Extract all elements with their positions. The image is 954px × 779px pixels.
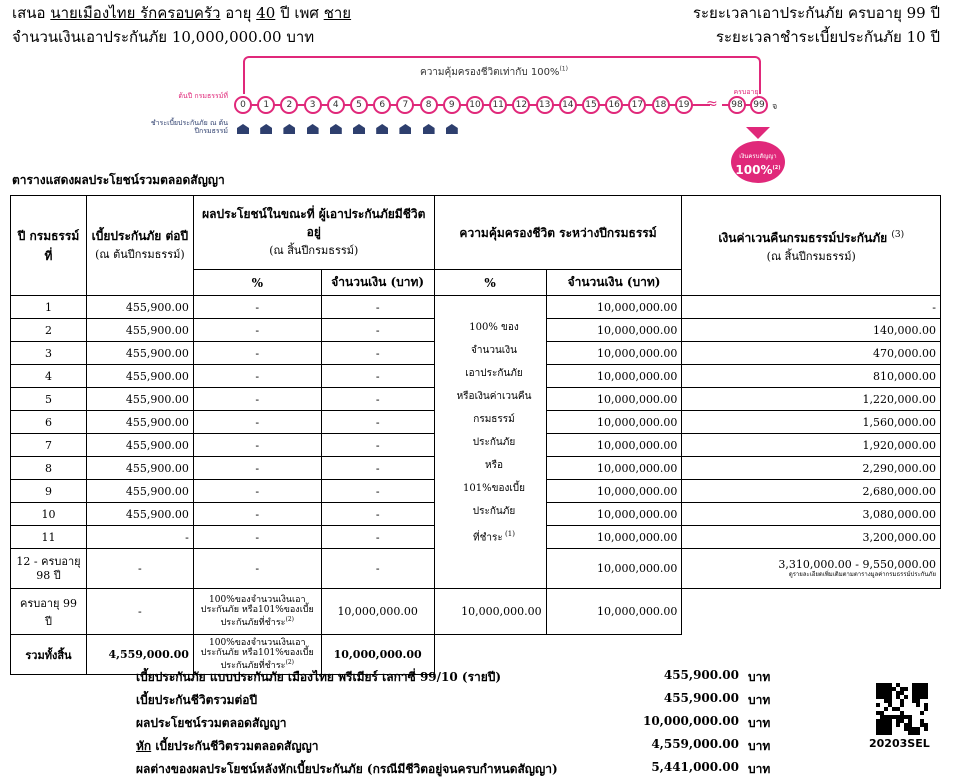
row-lb-pct: - — [193, 411, 321, 434]
row-year: 6 — [11, 411, 87, 434]
start-year-label: ต้นปี กรมธรรม์ที่ — [178, 92, 228, 100]
premium-payment-icon — [446, 124, 458, 134]
row-lb-pct: - — [193, 342, 321, 365]
timeline-year-1: 1 — [257, 96, 275, 114]
row-lb-amt: - — [321, 480, 434, 503]
summary-value: 455,900.00 — [663, 668, 739, 682]
row-lb-pct: - — [193, 365, 321, 388]
row-lb-pct: - — [193, 503, 321, 526]
coverage-period: ระยะเวลาเอาประกันภัย ครบอายุ 99 ปี — [692, 4, 940, 22]
row-year: 1 — [11, 296, 87, 319]
row-premium: 455,900.00 — [86, 411, 193, 434]
row-year: 9 — [11, 480, 87, 503]
timeline-year-12: 12 — [512, 96, 530, 114]
row-cov-amt: 10,000,000.00 — [546, 434, 682, 457]
summary-label: ผลต่างของผลประโยชน์หลังหักเบี้ยประกันภัย (กรณีมีชีวิตอยู่จนครบกำหนดสัญญา) — [136, 762, 558, 776]
row-cov-amt: 10,000,000.00 — [546, 342, 682, 365]
header-cov-pct: % — [434, 270, 546, 296]
row-premium: 455,900.00 — [86, 434, 193, 457]
coverage-pct-line: ที่ชำระ $^{(1)}$ — [473, 530, 515, 544]
timeline-year-13: 13 — [536, 96, 554, 114]
row-premium: 455,900.00 — [86, 365, 193, 388]
total-premium: 4,559,000.00 — [86, 635, 193, 675]
row-cash: 3,080,000.00 — [682, 503, 941, 526]
summary-unit: บาท — [748, 716, 771, 730]
premium-payment-icon — [399, 124, 411, 134]
timeline-year-11: 11 — [489, 96, 507, 114]
qr-code — [876, 683, 930, 735]
row-lb-amt: - — [321, 388, 434, 411]
row-lb-amt: - — [321, 365, 434, 388]
row-cash: 1,220,000.00 — [682, 388, 941, 411]
summary-unit: บาท — [748, 670, 771, 684]
summary-value: 4,559,000.00 — [651, 737, 739, 751]
header-year: ปี กรมธรรม์ ที่ — [11, 196, 87, 296]
premium-payment-icon — [307, 124, 319, 134]
summary-unit: บาท — [748, 762, 771, 776]
coverage-pct-line: หรือเงินค่าเวนคืน — [456, 391, 532, 402]
maturity-badge-value: 100%$^{(2)}$ — [735, 163, 781, 177]
row-lb-amt: - — [321, 296, 434, 319]
premium-payment-icon — [330, 124, 342, 134]
row-year: 7 — [11, 434, 87, 457]
coverage-pct-line: เอาประกันภัย — [465, 368, 523, 379]
timeline-year-6: 6 — [373, 96, 391, 114]
header-living-benefit: ผลประโยชน์ในขณะที่ ผู้เอาประกันภัยมีชีวิตอยู่ (ณ สิ้นปีกรมธรรม์) — [193, 196, 434, 270]
row-cash: 1,920,000.00 — [682, 434, 941, 457]
row-lb-amt: - — [321, 434, 434, 457]
timeline-year-3: 3 — [304, 96, 322, 114]
insured-age: 40 — [256, 4, 276, 22]
timeline-year-8: 8 — [420, 96, 438, 114]
row-lb-amt: - — [321, 503, 434, 526]
maturity-label: ครบอายุ — [733, 88, 759, 96]
row-cash: 470,000.00 — [682, 342, 941, 365]
timeline-year-4: 4 — [327, 96, 345, 114]
total-label: รวมทั้งสิ้น — [11, 635, 87, 675]
maturity-badge — [731, 141, 785, 183]
premium-payment-icon — [423, 124, 435, 134]
row-lb-pct: - — [193, 434, 321, 457]
row-year: 10 — [11, 503, 87, 526]
premium-payment-icon — [237, 124, 249, 134]
total-lb-amt: 10,000,000.00 — [321, 635, 434, 675]
row-lb-pct: - — [193, 296, 321, 319]
row-premium: 455,900.00 — [86, 503, 193, 526]
row-lb-amt: - — [321, 457, 434, 480]
summary-label: หัก เบี้ยประกันชีวิตรวมตลอดสัญญา — [136, 739, 319, 753]
timeline-year-15: 15 — [582, 96, 600, 114]
timeline-break-icon: ≈ — [706, 96, 718, 112]
row-year: 2 — [11, 319, 87, 342]
row-cov-amt: 10,000,000.00 — [546, 457, 682, 480]
row-lb-amt: - — [321, 342, 434, 365]
row-cash: 3,200,000.00 — [682, 526, 941, 549]
coverage-pct-line: จำนวนเงิน — [471, 345, 517, 356]
coverage-pct-line: 100% ของ — [469, 322, 519, 333]
row-lb-pct: - — [193, 457, 321, 480]
row-year: 11 — [11, 526, 87, 549]
premium-payment-icon — [283, 124, 295, 134]
row-premium: 455,900.00 — [86, 457, 193, 480]
timeline-year-98: 98 — [728, 96, 746, 114]
summary-unit: บาท — [748, 739, 771, 753]
header-cash-value: เงินค่าเวนคืนกรมธรรม์ประกันภัย $^{(3)}$ (ณ สิ้นปีกรมธรรม์) — [682, 196, 941, 296]
row-lb-pct: - — [193, 388, 321, 411]
sum-insured: จำนวนเงินเอาประกันภัย 10,000,000.00 บาท — [12, 28, 315, 46]
premium-payment-icon — [353, 124, 365, 134]
row12-lb-pct: - — [193, 549, 321, 589]
qr-code-label: 20203SEL — [869, 737, 930, 750]
row12-cash: 3,310,000.00 - 9,550,000.00 ดูรายละเอียดเพิ่มเติมตามตารางมูลค่ากรมธรรม์ประกันภัย — [682, 549, 941, 589]
row-year: 5 — [11, 388, 87, 411]
timeline-year-2: 2 — [280, 96, 298, 114]
header-lb-pct: % — [193, 270, 321, 296]
row-lb-pct: - — [193, 526, 321, 549]
row-lb-amt: - — [321, 411, 434, 434]
coverage-pct-line: หรือ — [485, 460, 503, 471]
coverage-text: ความคุ้มครองชีวิตเท่ากับ 100%$^{(1)}$ — [420, 65, 568, 78]
premium-payment-icon — [260, 124, 272, 134]
summary-unit: บาท — [748, 693, 771, 707]
header-cov-amount: จำนวนเงิน (บาท) — [546, 270, 682, 296]
age-suffix: ปี เพศ — [280, 4, 319, 22]
timeline-year-18: 18 — [652, 96, 670, 114]
timeline-year-9: 9 — [443, 96, 461, 114]
header-life-coverage: ความคุ้มครองชีวิต ระหว่างปีกรมธรรม์ — [434, 196, 682, 270]
row-premium: 455,900.00 — [86, 388, 193, 411]
coverage-pct-line: 101%ของเบี้ย — [463, 483, 525, 494]
row99-year: ครบอายุ 99 ปี — [11, 589, 87, 635]
summary-label: เบี้ยประกันภัย แบบประกันภัย เมืองไทย พรีเมียร์ เลกาซี่ 99/10 (รายปี) — [136, 670, 502, 684]
coverage-timeline — [0, 0, 954, 190]
row99-lb-amt: 10,000,000.00 — [321, 589, 434, 635]
total-lb-pct: 100%ของจำนวนเงินเอาประกันภัย หรือ101%ของเบี้ยประกันภัยที่ชำระ$^{(2)}$ — [193, 635, 321, 675]
coverage-pct-line: กรมธรรม์ — [473, 414, 515, 425]
coverage-pct-line: ประกันภัย — [472, 437, 516, 448]
row-year: 8 — [11, 457, 87, 480]
maturity-badge-caption: เงินครบสัญญา — [739, 153, 777, 160]
row-cash: 140,000.00 — [682, 319, 941, 342]
row-premium: - — [86, 526, 193, 549]
row-cov-amt: 10,000,000.00 — [546, 526, 682, 549]
timeline-year-0: 0 — [234, 96, 252, 114]
row-cov-amt: 10,000,000.00 — [546, 411, 682, 434]
chevron-down-icon — [746, 127, 770, 139]
age-label: อายุ — [225, 4, 252, 22]
row-cash: 1,560,000.00 — [682, 411, 941, 434]
row-premium: 455,900.00 — [86, 342, 193, 365]
timeline-year-99: 99 — [750, 96, 768, 114]
row-cov-amt: 10,000,000.00 — [546, 365, 682, 388]
row99-cov-amt: 10,000,000.00 — [434, 589, 546, 635]
header-lb-amount: จำนวนเงิน (บาท) — [321, 270, 434, 296]
table-row — [11, 589, 941, 635]
timeline-year-10: 10 — [466, 96, 484, 114]
summary-label: เบี้ยประกันชีวิตรวมต่อปี — [136, 693, 258, 707]
row-cov-amt: 10,000,000.00 — [546, 319, 682, 342]
timeline-year-5: 5 — [350, 96, 368, 114]
timeline-year-14: 14 — [559, 96, 577, 114]
timeline-year-19: 19 — [675, 96, 693, 114]
row12-year: 12 - ครบอายุ 98 ปี — [11, 549, 87, 589]
row-lb-amt: - — [321, 526, 434, 549]
row-year: 4 — [11, 365, 87, 388]
row12-lb-amt: - — [321, 549, 434, 589]
insured-name: นายเมืองไทย รักครอบครัว — [50, 4, 221, 22]
row-cov-amt: 10,000,000.00 — [546, 503, 682, 526]
row12-cov-amt: 10,000,000.00 — [546, 549, 682, 589]
row-cov-amt: 10,000,000.00 — [546, 388, 682, 411]
offer-prefix: เสนอ — [12, 4, 46, 22]
summary-value: 455,900.00 — [663, 691, 739, 705]
header-premium: เบี้ยประกันภัย ต่อปี (ณ ต้นปีกรมธรรม์) — [86, 196, 193, 296]
row-cash: 2,680,000.00 — [682, 480, 941, 503]
row-lb-pct: - — [193, 480, 321, 503]
premium-payment-label: ชำระเบี้ยประกันภัย ณ ต้นปีกรมธรรม์ — [150, 119, 228, 135]
row-premium: 455,900.00 — [86, 319, 193, 342]
row-cash: - — [682, 296, 941, 319]
row-cov-amt: 10,000,000.00 — [546, 296, 682, 319]
table-title: ตารางแสดงผลประโยชน์รวมตลอดสัญญา — [12, 173, 225, 187]
payment-period: ระยะเวลาชำระเบี้ยประกันภัย 10 ปี — [715, 28, 940, 46]
row-cov-amt: 10,000,000.00 — [546, 480, 682, 503]
row-premium: 455,900.00 — [86, 480, 193, 503]
insured-gender: ชาย — [323, 4, 352, 22]
row-lb-amt: - — [321, 319, 434, 342]
timeline-trailing: จ — [772, 102, 778, 112]
timeline-year-17: 17 — [628, 96, 646, 114]
summary-label: ผลประโยชน์รวมตลอดสัญญา — [136, 716, 287, 730]
row99-cash: 10,000,000.00 — [546, 589, 682, 635]
row12-premium: - — [86, 549, 193, 589]
coverage-pct-line: ประกันภัย — [472, 506, 516, 517]
summary-value: 5,441,000.00 — [651, 760, 739, 774]
row99-lb-pct: 100%ของจำนวนเงินเอาประกันภัย หรือ101%ของเบี้ยประกันภัยที่ชำระ$^{(2)}$ — [193, 589, 321, 635]
premium-payment-icon — [376, 124, 388, 134]
row-lb-pct: - — [193, 319, 321, 342]
summary-value: 10,000,000.00 — [642, 714, 739, 728]
row99-premium: - — [86, 589, 193, 635]
row-cash: 2,290,000.00 — [682, 457, 941, 480]
row-premium: 455,900.00 — [86, 296, 193, 319]
row-year: 3 — [11, 342, 87, 365]
row-cash: 810,000.00 — [682, 365, 941, 388]
timeline-year-7: 7 — [396, 96, 414, 114]
timeline-year-16: 16 — [605, 96, 623, 114]
coverage-pct-text — [446, 316, 542, 549]
